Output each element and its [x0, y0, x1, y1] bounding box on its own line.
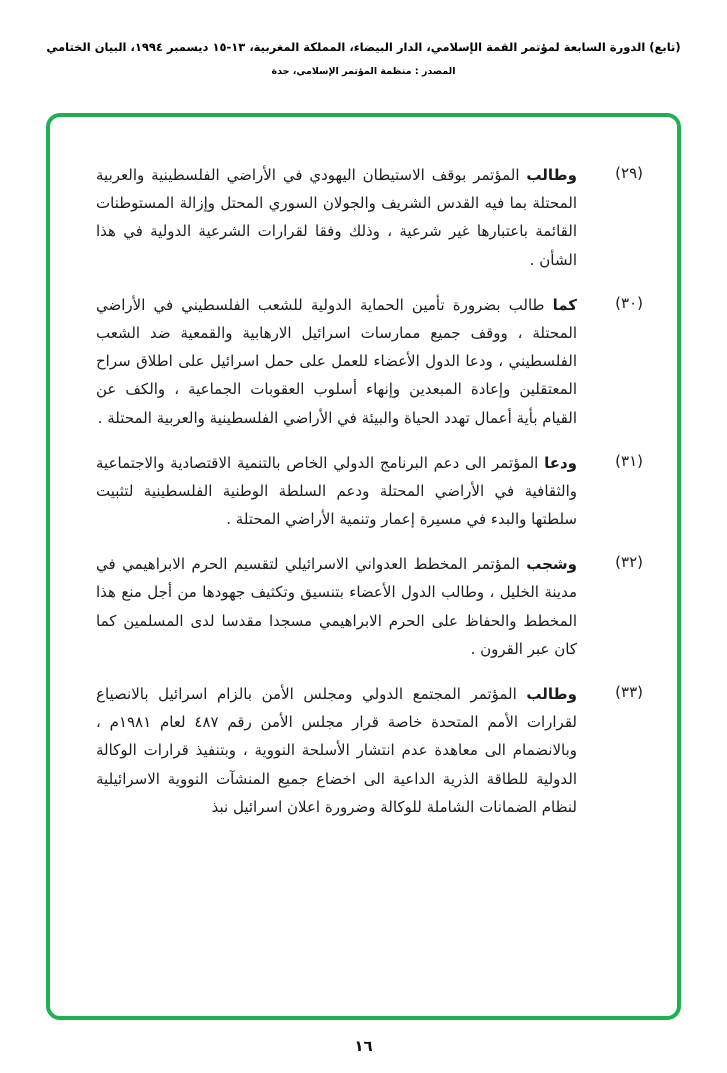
paragraph-31 [96, 449, 643, 534]
paragraph-32 [96, 550, 643, 663]
paragraph-number: (٣١) [615, 451, 643, 470]
header-source: المصدر : منظمة المؤتمر الإسلامي، جدة [271, 66, 456, 77]
paragraph-29 [96, 161, 643, 274]
paragraph-text [96, 161, 577, 274]
green-content-frame [46, 113, 681, 1020]
paragraph-lead-word: ودعا [544, 453, 577, 472]
paragraph-body: المؤتمر الى دعم البرنامج الدولي الخاص بالتنمية الاقتصادية والاجتماعية والثقافية في الأراضي المحتلة ودعم السلطة الوطنية الفلسطينية لتثبيت سلطتها والبدء في مسيرة إعمار وتنمية الأراضي المحتلة . [96, 453, 577, 529]
paragraph-text [96, 449, 577, 534]
paragraph-text [96, 680, 577, 821]
paragraph-lead-word: كما [552, 295, 577, 314]
paragraph-lead-word: وطالب [526, 166, 577, 184]
paragraph-33 [96, 680, 643, 821]
paragraph-number: (٢٩) [615, 164, 643, 182]
paragraph-text [96, 291, 577, 432]
paragraph-body: المؤتمر المخطط العدواني الاسرائيلي لتقسيم الحرم الابراهيمي في مدينة الخليل ، وطالب الدول الأعضاء بتنسيق وتكثيف جهودها من أجل منع هذا المخطط والحفاظ على الحرم الابراهيمي مسجدا مقدسا لدى المسلمين كما كان عبر القرون . [96, 555, 577, 658]
paragraph-lead-word: وشجب [526, 555, 577, 574]
paragraph-number: (٣٢) [615, 553, 643, 572]
paragraph-body: المؤتمر المجتمع الدولي ومجلس الأمن بالزام اسرائيل بالانصياع لقرارات الأمم المتحدة خاصة قرار مجلس الأمن رقم ٤٨٧ لعام ١٩٨١م ، وبالانضمام الى معاهدة عدم انتشار الأسلحة النووية ، وبتنفيذ قرارات الوكالة الدولية للطاقة الذرية الداعية الى اخضاع جميع المنشآت النووية الاسرائيلية لنظام الضمانات الشاملة للوكالة وضرورة اعلان اسرائيل نبذ [96, 685, 577, 816]
document-body [50, 117, 677, 821]
page-number: ١٦ [354, 1037, 373, 1055]
paragraph-body: طالب بضرورة تأمين الحماية الدولية للشعب الفلسطيني في الأراضي المحتلة ، ووقف جميع ممارسات اسرائيل الارهابية والقمعية ضد الشعب الفلسطيني ، ودعا الدول الأعضاء للعمل على حمل اسرائيل على اطلاق سراح المعتقلين وإعادة المبعدين وإنهاء أسلوب العقوبات الجماعية ، والكف عن القيام بأية أعمال تهدد الحياة والبيئة في الأراضي الفلسطينية والعربية المحتلة . [96, 295, 577, 427]
header-title: (تابع) الدورة السابعة لمؤتمر القمة الإسلامي، الدار البيضاء، المملكة المغربية، ١٣-١٥ ديسمبر ١٩٩٤، البيان الختامي [46, 40, 681, 54]
paragraph-30 [96, 291, 643, 432]
paragraph-number: (٣٣) [615, 683, 643, 701]
paragraph-body: المؤتمر بوقف الاستيطان اليهودي في الأراضي الفلسطينية والعربية المحتلة بما فيه القدس الشريف والجولان السوري المحتل وإزالة المستوطنات القائمة باعتبارها غير شرعية ، وذلك وفقا لقرارات الشرعية الدولية في هذا الشأن . [96, 166, 577, 269]
paragraph-lead-word: وطالب [526, 685, 577, 703]
paragraph-text [96, 550, 577, 663]
document-header [0, 0, 727, 77]
paragraph-number: (٣٠) [615, 293, 643, 312]
